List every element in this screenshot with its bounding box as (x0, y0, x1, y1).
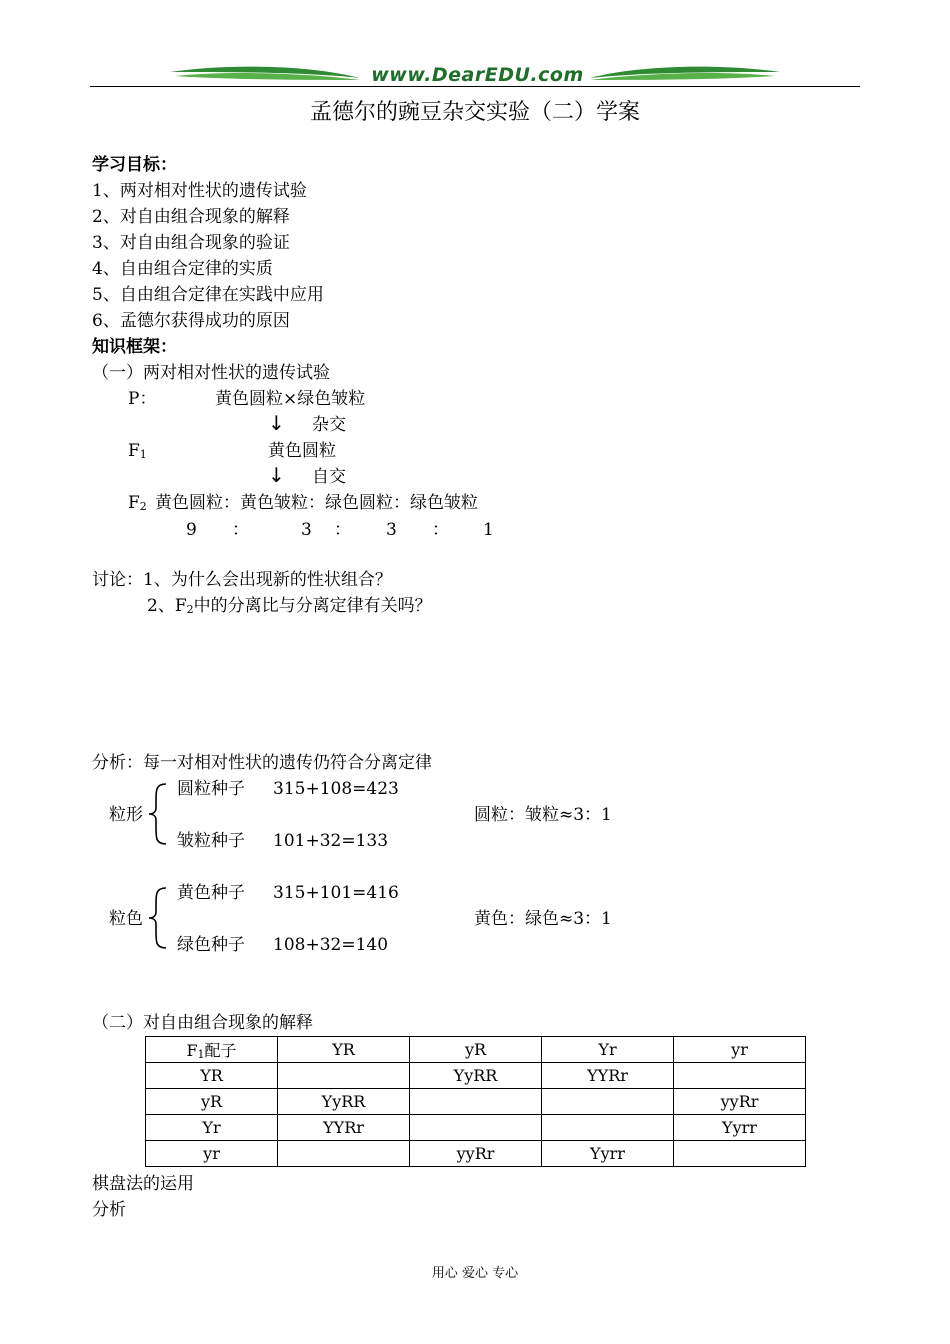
ratio-value: 3 (301, 520, 312, 540)
page-footer: 用心 爱心 专心 (431, 1266, 519, 1281)
f2-label: F2 (128, 493, 147, 513)
table-cell (542, 1115, 674, 1141)
color-row2-calc: 108+32=140 (273, 935, 389, 955)
objectives-heading: 学习目标： (92, 155, 177, 175)
checkerboard-method-text: 棋盘法的运用 (92, 1174, 194, 1194)
f1-trait: 黄色圆粒 (268, 441, 336, 461)
table-cell (542, 1089, 674, 1115)
shape-row1-name: 圆粒种子 (177, 779, 245, 799)
table-cell (278, 1063, 410, 1089)
discussion-q2: 2、F2中的分离比与分离定律有关吗？ (147, 596, 432, 616)
ratio-value: 3 (386, 520, 397, 540)
table-row (146, 1141, 806, 1167)
analysis-label: 分析 (92, 1200, 126, 1220)
ratio-separator: ： (432, 520, 449, 540)
table-column-header: Yr (542, 1037, 674, 1063)
ratio-value: 9 (186, 520, 197, 540)
down-arrow-icon: ↓ (268, 463, 285, 487)
shape-row2-calc: 101+32=133 (273, 831, 389, 851)
table-corner-cell: F1配子 (146, 1037, 278, 1063)
table-cell: YyRR (410, 1063, 542, 1089)
objective-item: 5、自由组合定律在实践中应用 (92, 285, 324, 305)
color-row2-name: 绿色种子 (177, 935, 245, 955)
objective-item: 2、对自由组合现象的解释 (92, 207, 290, 227)
table-column-header: yr (674, 1037, 806, 1063)
p-cross: 黄色圆粒×绿色皱粒 (215, 389, 366, 409)
f1-label: F1 (128, 441, 147, 461)
header-rule (90, 86, 860, 87)
table-column-header: yR (410, 1037, 542, 1063)
table-column-header: YR (278, 1037, 410, 1063)
table-row-header: yR (146, 1089, 278, 1115)
objective-item: 4、自由组合定律的实质 (92, 259, 273, 279)
table-row (146, 1089, 806, 1115)
table-row (146, 1063, 806, 1089)
table-cell: yyRr (410, 1141, 542, 1167)
table-cell (278, 1141, 410, 1167)
table-cell (410, 1115, 542, 1141)
color-row1-calc: 315+101=416 (273, 883, 399, 903)
color-label: 粒色 (109, 909, 143, 929)
objective-item: 6、孟德尔获得成功的原因 (92, 311, 290, 331)
table-cell (674, 1063, 806, 1089)
color-row1-name: 黄色种子 (177, 883, 245, 903)
table-cell (674, 1141, 806, 1167)
table-cell (410, 1089, 542, 1115)
page-title: 孟德尔的豌豆杂交实验（二）学案 (309, 100, 640, 125)
discussion-q1: 讨论：1、为什么会出现新的性状组合？ (92, 570, 392, 590)
table-row (146, 1115, 806, 1141)
left-brace-icon (146, 782, 170, 846)
table-cell: YyRR (278, 1089, 410, 1115)
ratio-separator: ： (334, 520, 351, 540)
shape-row1-calc: 315+108=423 (273, 779, 399, 799)
left-brace-icon (146, 886, 170, 950)
shape-row2-name: 皱粒种子 (177, 831, 245, 851)
section1-heading: （一）两对相对性状的遗传试验 (92, 363, 330, 383)
down-arrow-icon: ↓ (268, 411, 285, 435)
analysis-heading: 分析：每一对相对性状的遗传仍符合分离定律 (92, 753, 432, 773)
table-cell: Yyrr (542, 1141, 674, 1167)
ratio-value: 1 (483, 520, 494, 540)
shape-ratio: 圆粒：皱粒≈3：1 (474, 805, 612, 825)
ratio-separator: ： (232, 520, 249, 540)
p-label: P： (128, 389, 157, 409)
table-cell: yyRr (674, 1089, 806, 1115)
table-cell: YYRr (542, 1063, 674, 1089)
punnett-square-table (145, 1036, 806, 1167)
objective-item: 3、对自由组合现象的验证 (92, 233, 290, 253)
objective-item: 1、两对相对性状的遗传试验 (92, 181, 307, 201)
table-cell: YYRr (278, 1115, 410, 1141)
table-row-header: Yr (146, 1115, 278, 1141)
framework-heading: 知识框架： (92, 337, 177, 357)
table-header-row (146, 1037, 806, 1063)
f2-traits: 黄色圆粒：黄色皱粒：绿色圆粒：绿色皱粒 (155, 493, 478, 513)
table-row-header: YR (146, 1063, 278, 1089)
table-row-header: yr (146, 1141, 278, 1167)
section2-heading: （二）对自由组合现象的解释 (92, 1013, 313, 1033)
color-ratio: 黄色：绿色≈3：1 (474, 909, 612, 929)
header-logo-text: www.DearEDU.com (371, 64, 584, 86)
self-label: 自交 (312, 467, 346, 487)
table-cell: Yyrr (674, 1115, 806, 1141)
cross-label: 杂交 (312, 415, 346, 435)
shape-label: 粒形 (109, 805, 143, 825)
